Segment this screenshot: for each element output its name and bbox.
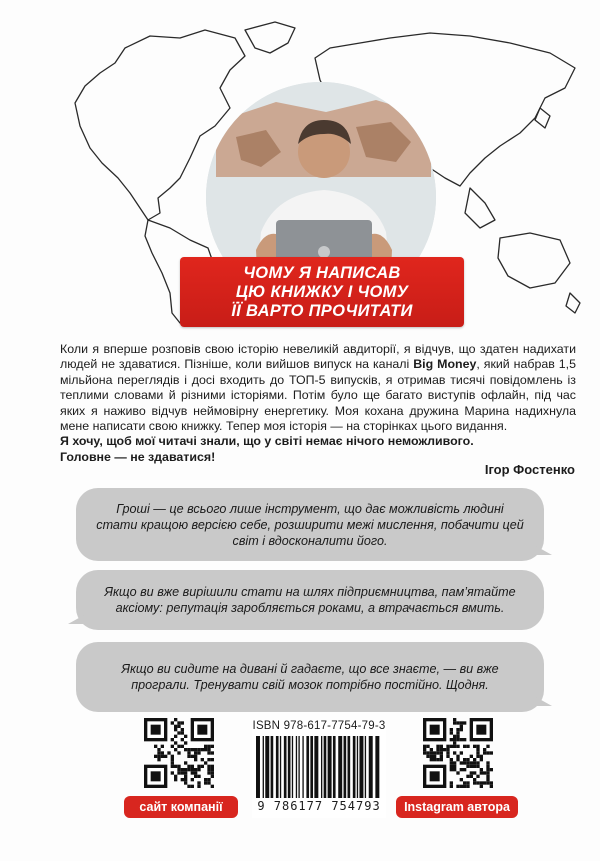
quote-bubble-2 [76, 570, 544, 630]
quote-bubble-3 [76, 642, 544, 712]
channel-name: Big Money [413, 357, 477, 372]
barcode-bars [256, 736, 382, 798]
bubble-tail [534, 545, 552, 555]
company-site-qr-code[interactable] [144, 718, 214, 788]
story-text-part-2: , який набрав 1,5 мільйона переглядів і досі входить до ТОП-5 випусків, я отримав тисячі повідомлень із теплими словами й різними історіями. Потім було ще багато виступів офлайн, під час яких я наживо відчув неймовірну енергетику. Моя кохана дружина Марина надихнула мене написати свою книжку. Тепер моя історія — на сторінках цього видання. [60, 357, 576, 434]
story-paragraph [60, 342, 576, 434]
story-text-part-1: Коли я вперше розповів свою історію невеликій авдиторії, я відчув, що здатен надихати людей не здаватися. Пізніше, коли вийшов випуск на каналі [60, 342, 576, 372]
quote-text-3: Якщо ви сидите на дивані й гадаєте, що все знаєте, — ви вже програли. Тренувати свій мозок потрібно постійно. Щодня. [121, 662, 499, 692]
bubble-tail [534, 696, 552, 706]
author-story [60, 342, 576, 465]
quote-text-1: Гроші — це всього лише інструмент, що дає можливість людині стати кращою версією себе, розширити межі мислення, побачити цей світ і вдосконалити його. [96, 501, 524, 548]
banner-line-2: ЦЮ КНИЖКУ І ЧОМУ [235, 282, 409, 301]
title-banner [180, 257, 464, 327]
bubble-tail [68, 614, 86, 624]
banner-line-1: ЧОМУ Я НАПИСАВ [243, 263, 401, 282]
author-signature: Ігор Фостенко [484, 462, 575, 477]
quote-text-2: Якщо ви вже вирішили стати на шлях підприємництва, пам’ятайте аксіому: репутація заробляється роками, а втрачається вмить. [104, 585, 516, 615]
quote-bubble-1 [76, 488, 544, 561]
barcode-digits: 9 786177 754793 [257, 799, 381, 813]
isbn-barcode [252, 720, 386, 818]
banner-line-3: ЇЇ ВАРТО ПРОЧИТАТИ [231, 301, 413, 320]
story-bold-line-1: Я хочу, щоб мої читачі знали, що у світі немає нічого неможливого. [60, 434, 474, 449]
company-site-label: сайт компанії [124, 796, 238, 818]
instagram-label: Instagram автора [396, 796, 518, 818]
isbn-number: ISBN 978-617-7754-79-3 [252, 720, 386, 732]
story-bold-line-2: Головне — не здаватися! [60, 449, 216, 464]
instagram-qr-code[interactable] [423, 718, 493, 788]
